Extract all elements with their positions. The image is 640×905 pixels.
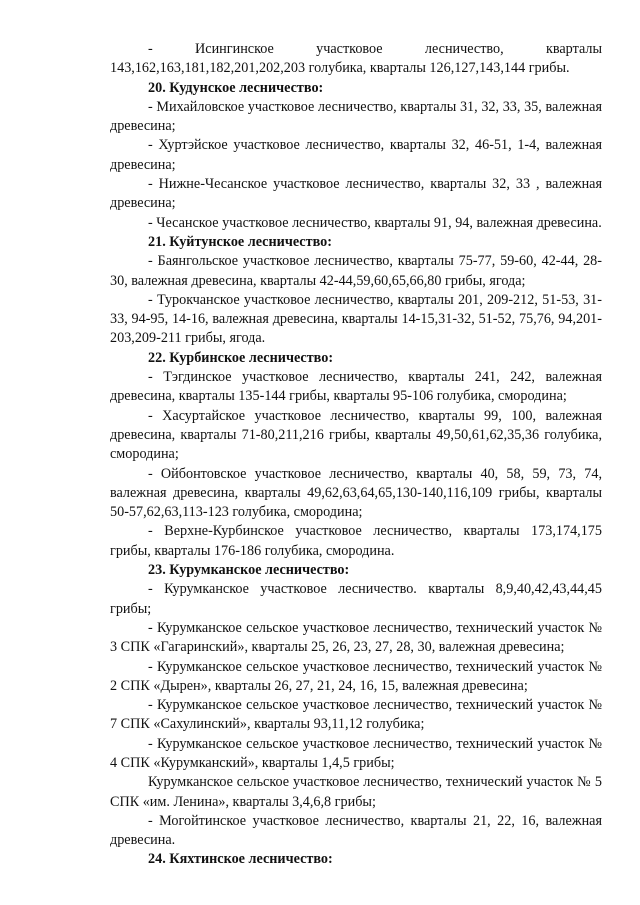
section-heading: 21. Куйтунское лесничество: [148, 233, 332, 250]
paragraph: 143,162,163,181,182,201,202,203 голубика, кварталы 126,127,143,144 грибы. [110, 60, 570, 77]
paragraph: - Чесанское участковое лесничество, кварталы 91, 94, валежная древесина. [148, 214, 602, 231]
paragraph: - Михайловское участковое лесничество, кварталы 31, 32, 33, 35, валежная древесина; [110, 98, 602, 135]
paragraph: - Курумканское сельское участковое лесничество, технический участок № 4 СПК «Курумканский», кварталы 1,4,5 грибы; [110, 735, 602, 771]
section-heading: 20. Кудунское лесничество: [148, 79, 324, 96]
section-heading: 23. Курумканское лесничество: [148, 562, 350, 579]
paragraph: - Баянгольское участковое лесничество, кварталы 75-77, 59-60, 42-44, 28-30, валежная древесина, кварталы 42-44,59,60,65,66,80 грибы, ягода; [110, 253, 602, 289]
paragraph: - Турокчанское участковое лесничество, кварталы 201, 209-212, 51-53, 31-33, 94-95, 14-16, валежная древесина, кварталы 14-15,31-32, 51-52, 75,76, 94,201-203,209-211 грибы, ягода. [110, 291, 602, 347]
paragraph: - Ойбонтовское участковое лесничество, кварталы 40, 58, 59, 73, 74, валежная древесина, кварталы 49,62,63,64,65,130-140,116,109 грибы, кварталы 50-57,62,63,113-123 голубика, смородина; [110, 465, 602, 521]
paragraph: - Могойтинское участковое лесничество, кварталы 21, 22, 16, валежная древесина. [110, 812, 602, 849]
paragraph: - Верхне-Курбинское участковое лесничество, кварталы 173,174,175 грибы, кварталы 176-186 голубика, смородина. [110, 523, 602, 559]
paragraph: Курумканское сельское участковое лесничество, технический участок № 5 СПК «им. Ленина», кварталы 3,4,6,8 грибы; [110, 774, 602, 810]
paragraph: - Хасуртайское участковое лесничество, кварталы 99, 100, валежная древесина, кварталы 71-80,211,216 грибы, кварталы 49,50,61,62,35,36 голубика, смородина; [110, 407, 602, 463]
paragraph: - Курумканское сельское участковое лесничество, технический участок № 7 СПК «Сахулинский», кварталы 93,11,12 голубика; [110, 697, 602, 733]
paragraph: - Нижне-Чесанское участковое лесничество, кварталы 32, 33 , валежная древесина; [110, 176, 602, 212]
paragraph: - Курумканское сельское участковое лесничество, технический участок № 3 СПК «Гагаринский», кварталы 25, 26, 23, 27, 28, 30, валежная древесина; [110, 619, 602, 656]
section-heading: 24. Кяхтинское лесничество: [148, 851, 333, 868]
paragraph: - Исингинское участковое лесничество, кварталы [148, 41, 602, 57]
paragraph: - Курумканское сельское участковое лесничество, технический участок № 2 СПК «Дырен», кварталы 26, 27, 21, 24, 16, 15, валежная древесина; [110, 658, 602, 694]
paragraph: - Хуртэйское участковое лесничество, кварталы 32, 46-51, 1-4, валежная древесина; [110, 137, 602, 173]
paragraph: - Курумканское участковое лесничество. кварталы 8,9,40,42,43,44,45 грибы; [110, 581, 602, 617]
paragraph: - Тэгдинское участковое лесничество, кварталы 241, 242, валежная древесина, кварталы 135-144 грибы, кварталы 95-106 голубика, смородина; [110, 369, 602, 405]
section-heading: 22. Курбинское лесничество: [148, 349, 334, 366]
